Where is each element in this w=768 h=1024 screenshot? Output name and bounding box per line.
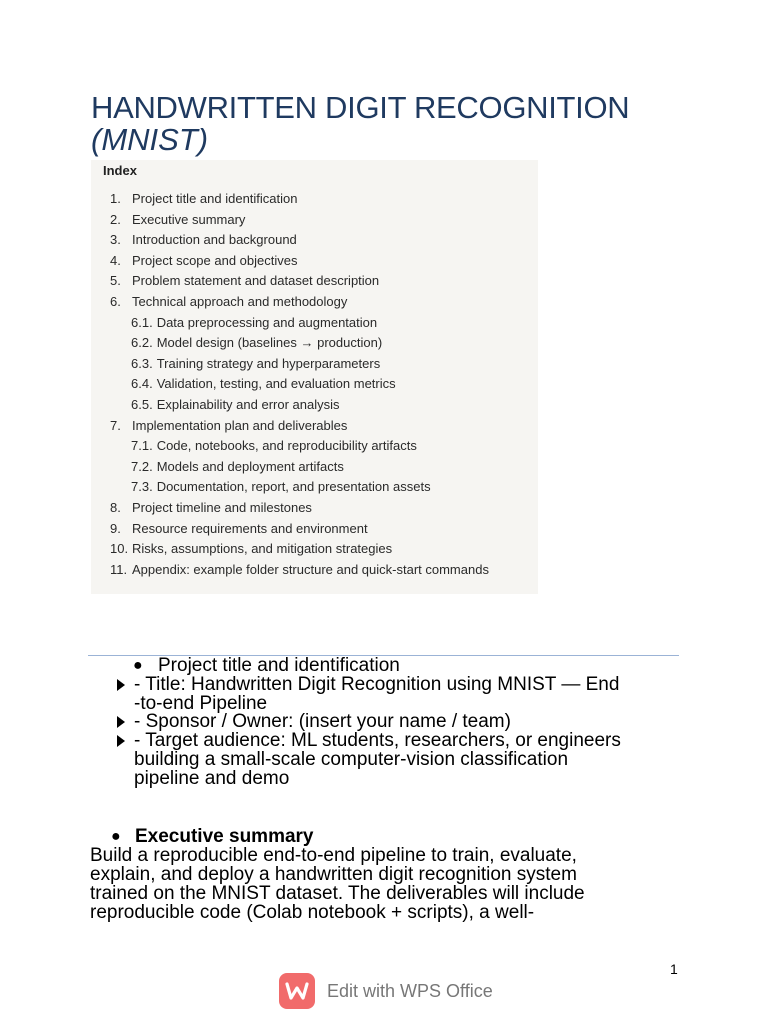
- index-item-label: Training strategy and hyperparameters: [156, 355, 381, 371]
- arrow-bullet-icon: [117, 716, 125, 728]
- index-item-label: Appendix: example folder structure and quick-start commands: [132, 561, 489, 577]
- index-heading: Index: [103, 163, 137, 178]
- index-item-label: Introduction and background: [132, 232, 297, 248]
- index-item-number: 6.4.: [131, 376, 153, 392]
- index-item: [131, 459, 344, 474]
- section1-line: - Target audience: ML students, researchers, or engineers: [134, 730, 621, 751]
- section2-line: reproducible code (Colab notebook + scripts), a well-: [90, 902, 535, 923]
- arrow-bullet-icon: [117, 735, 125, 747]
- index-item-number: 6.5.: [131, 397, 153, 412]
- index-item-number: 6.3.: [131, 355, 153, 371]
- index-item: [131, 315, 377, 330]
- index-item-label: Executive summary: [132, 211, 246, 227]
- section1-heading: Project title and identification: [158, 655, 400, 676]
- index-item: [131, 335, 382, 350]
- document-title: HANDWRITTEN DIGIT RECOGNITION: [91, 90, 630, 125]
- section1-line: - Title: Handwritten Digit Recognition using MNIST — End: [134, 674, 620, 695]
- section2-line: trained on the MNIST dataset. The deliverables will include: [90, 883, 585, 904]
- document-subtitle: (MNIST): [91, 122, 209, 157]
- index-item-label: Risks, assumptions, and mitigation strategies: [132, 541, 393, 557]
- index-panel: [91, 160, 538, 594]
- section1-line: building a small-scale computer-vision classification: [134, 749, 569, 770]
- section2-heading: Executive summary: [135, 826, 314, 847]
- index-item-label: Models and deployment artifacts: [156, 458, 344, 474]
- index-item-number: 2.: [110, 211, 121, 227]
- index-item-number: 5.: [110, 273, 121, 289]
- index-item: [131, 438, 417, 453]
- index-item-label: Validation, testing, and evaluation metrics: [156, 376, 396, 392]
- index-item-number: 10.: [110, 541, 129, 557]
- index-item: [131, 356, 380, 371]
- index-item-number: 7.: [110, 417, 121, 433]
- index-item-number: 3.: [110, 232, 121, 248]
- index-item-label: Documentation, report, and presentation assets: [156, 479, 431, 495]
- index-item-number: 9.: [110, 520, 121, 536]
- bullet-dot-icon: ●: [133, 657, 143, 674]
- index-item: [110, 212, 245, 227]
- index-item-number: 6.: [110, 294, 121, 309]
- index-list: [91, 160, 538, 594]
- index-item: [110, 191, 297, 206]
- index-item: [110, 541, 392, 556]
- index-item: [131, 397, 340, 412]
- page-number: 1: [670, 961, 678, 977]
- index-item: [110, 253, 297, 268]
- index-item: [110, 273, 379, 288]
- section2-line: Build a reproducible end-to-end pipeline to train, evaluate,: [90, 845, 577, 866]
- section1-line: -to-end Pipeline: [134, 693, 268, 714]
- index-item-label: Implementation plan and deliverables: [132, 417, 348, 433]
- section2-line: explain, and deploy a handwritten digit recognition system: [90, 864, 577, 885]
- index-item-number: 8.: [110, 500, 121, 515]
- index-item-label: Code, notebooks, and reproducibility artifacts: [156, 438, 417, 454]
- section1-line: - Sponsor / Owner: (insert your name / team): [134, 711, 511, 732]
- bullet-dot-icon: ●: [111, 828, 121, 845]
- index-item-number: 11.: [110, 561, 128, 577]
- index-item-number: 6.1.: [131, 314, 153, 330]
- index-item-label: Model design (baselines → production): [156, 335, 383, 351]
- section1-line: pipeline and demo: [134, 768, 290, 789]
- index-item-number: 1.: [110, 191, 121, 206]
- arrow-bullet-icon: [117, 679, 125, 691]
- index-item: [110, 294, 347, 309]
- index-item: [110, 418, 347, 433]
- index-item-number: 4.: [110, 252, 121, 268]
- index-item-number: 7.1.: [131, 438, 153, 454]
- index-item-label: Project scope and objectives: [132, 252, 298, 268]
- wps-logo-icon[interactable]: [279, 973, 315, 1009]
- index-item-label: Data preprocessing and augmentation: [156, 314, 378, 330]
- index-item-label: Problem statement and dataset description: [132, 273, 380, 289]
- index-item: [110, 521, 368, 536]
- index-item: [131, 479, 431, 494]
- index-item-label: Project timeline and milestones: [132, 500, 312, 515]
- index-item-label: Explainability and error analysis: [156, 397, 340, 412]
- index-item: [110, 562, 489, 577]
- index-item-number: 7.3.: [131, 479, 153, 495]
- index-item: [131, 376, 396, 391]
- index-item: [110, 500, 312, 515]
- index-item-label: Project title and identification: [132, 191, 298, 206]
- index-item-label: Resource requirements and environment: [132, 520, 368, 536]
- index-item-number: 7.2.: [131, 458, 153, 474]
- index-item: [110, 232, 297, 247]
- index-item-number: 6.2.: [131, 335, 153, 351]
- wps-edit-link[interactable]: Edit with WPS Office: [327, 981, 493, 1001]
- index-item-label: Technical approach and methodology: [132, 294, 348, 309]
